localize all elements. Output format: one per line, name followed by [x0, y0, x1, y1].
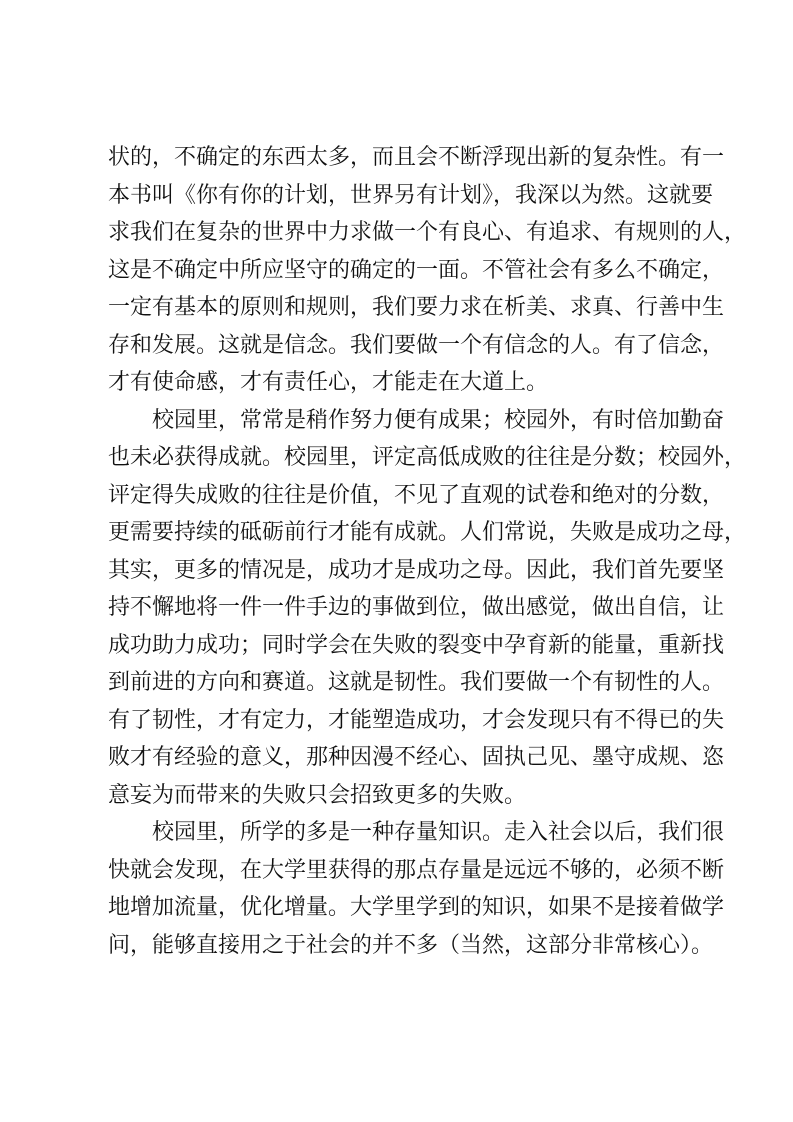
paragraph [108, 814, 725, 964]
text-line: 地增加流量，优化增量。大学里学到的知识，如果不是接着做学 [108, 895, 725, 920]
text-line: 意妄为而带来的失败只会招致更多的失败。 [108, 782, 527, 808]
paragraph [108, 402, 747, 815]
text-line: 才有使命感，才有责任心，才能走在大道上。 [108, 370, 549, 395]
text-line: 求我们在复杂的世界中力求做一个有良心、有追求、有规则的人， [108, 220, 747, 245]
text-line: 校园里，常常是稍作努力便有成果；校园外，有时倍加勤奋 [152, 407, 725, 433]
text-line: 问，能够直接用之于社会的并不多（当然，这部分非常核心）。 [108, 932, 714, 958]
text-line: 状的，不确定的东西太多，而且会不断浮现出新的复杂性。有一 [108, 145, 725, 170]
text-line: 败才有经验的意义，那种因漫不经心、固执己见、墨守成规、恣 [108, 745, 725, 770]
text-line: 也未必获得成就。校园里，评定高低成败的往往是分数；校园外， [108, 445, 747, 470]
text-line: 一定有基本的原则和规则，我们要力求在析美、求真、行善中生 [108, 295, 725, 320]
text-line: 快就会发现，在大学里获得的那点存量是远远不够的，必须不断 [108, 857, 725, 883]
text-line: 有了韧性，才有定力，才能塑造成功，才会发现只有不得已的失 [108, 707, 725, 733]
paragraph [108, 139, 747, 402]
text-line: 到前进的方向和赛道。这就是韧性。我们要做一个有韧性的人。 [108, 670, 725, 695]
text-line: 校园里，所学的多是一种存量知识。走入社会以后，我们很 [152, 820, 725, 845]
text-line: 本书叫《你有你的计划，世界另有计划》，我深以为然。这就要 [108, 182, 714, 208]
text-line: 更需要持续的砥砺前行才能有成就。人们常说，失败是成功之母， [108, 520, 747, 545]
text-line: 其实，更多的情况是，成功才是成功之母。因此，我们首先要坚 [108, 557, 725, 583]
document-body [108, 139, 747, 964]
text-line: 持不懈地将一件一件手边的事做到位，做出感觉，做出自信，让 [108, 595, 725, 620]
text-line: 这是不确定中所应坚守的确定的一面。不管社会有多么不确定， [108, 257, 725, 283]
text-line: 成功助力成功；同时学会在失败的裂变中孕育新的能量，重新找 [108, 632, 725, 658]
text-line: 评定得失成败的往往是价值，不见了直观的试卷和绝对的分数， [108, 482, 725, 508]
text-line: 存和发展。这就是信念。我们要做一个有信念的人。有了信念， [108, 332, 725, 358]
